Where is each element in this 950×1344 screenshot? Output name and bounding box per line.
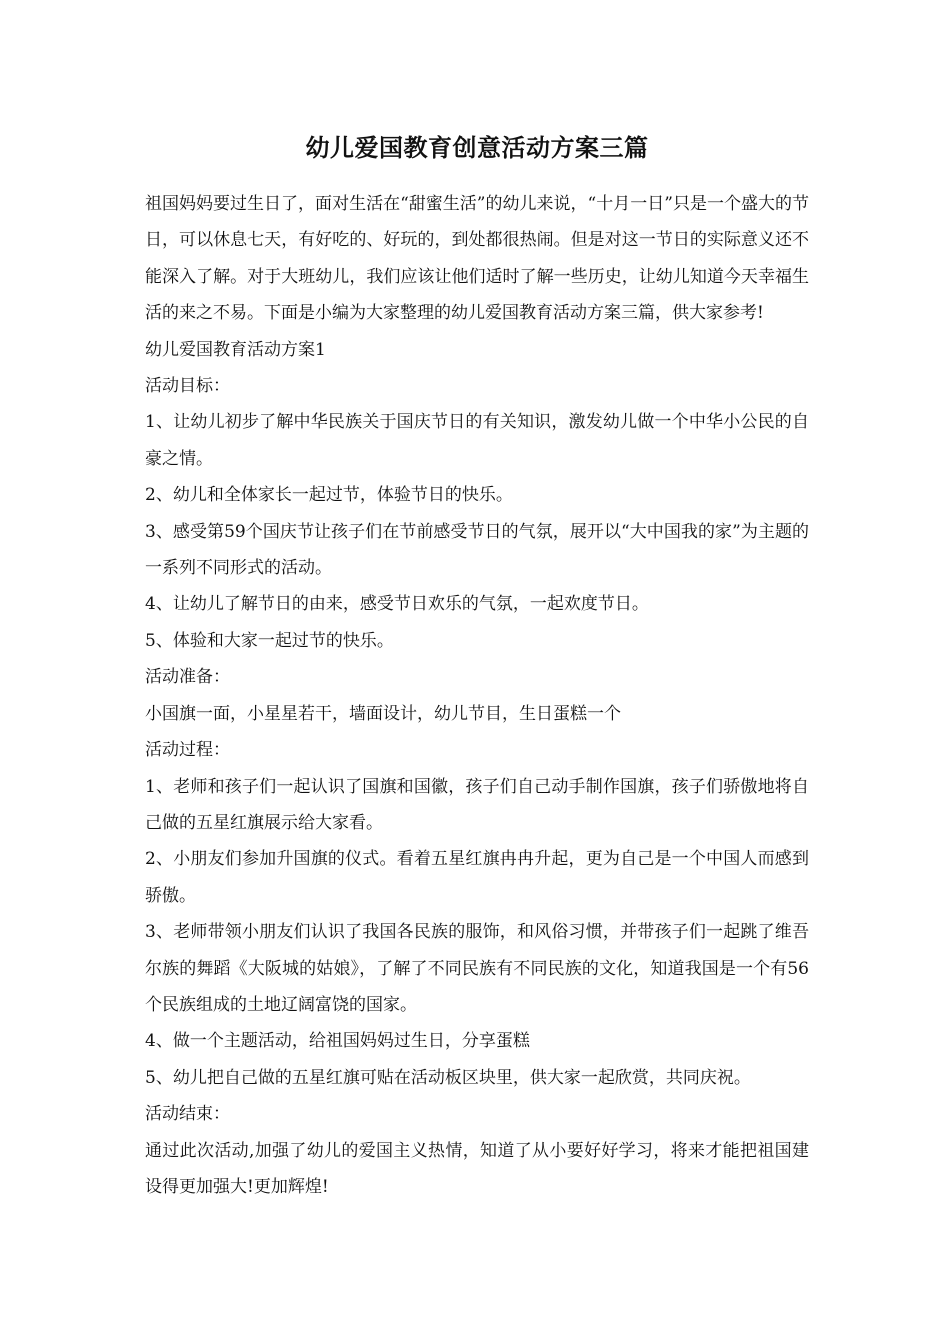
- goal-item: 3、感受第59个国庆节让孩子们在节前感受节日的气氛，展开以“大中国我的家”为主题的一系列不同形式的活动。: [145, 521, 809, 579]
- document-title: 幼儿爱国教育创意活动方案三篇: [305, 133, 649, 162]
- section-heading-preparation: 活动准备：: [145, 667, 230, 688]
- ending-paragraph: 通过此次活动,加强了幼儿的爱国主义热情，知道了从小要好好学习，将来才能把祖国建设得更加强大!更加辉煌!: [145, 1140, 809, 1197]
- process-item: 2、小朋友们参加升国旗的仪式。看着五星红旗冉冉升起，更为自己是一个中国人而感到骄傲。: [145, 849, 809, 906]
- process-item: 4、做一个主题活动，给祖国妈妈过生日，分享蛋糕: [145, 1031, 530, 1052]
- process-item: 3、老师带领小朋友们认识了我国各民族的服饰，和风俗习惯，并带孩子们一起跳了维吾尔族的舞蹈《大阪城的姑娘》，了解了不同民族有不同民族的文化，知道我国是一个有56个民族组成的土地辽阔富饶的国家。: [145, 922, 809, 1015]
- section-heading-process: 活动过程：: [145, 740, 230, 761]
- intro-paragraph: 祖国妈妈要过生日了，面对生活在“甜蜜生活”的幼儿来说，“十月一日”只是一个盛大的节日，可以休息七天，有好吃的、好玩的，到处都很热闹。但是对这一节日的实际意义还不能深入了解。对于大班幼儿，我们应该让他们适时了解一些历史，让幼儿知道今天幸福生活的来之不易。下面是小编为大家整理的幼儿爱国教育活动方案三篇，供大家参考!: [145, 194, 809, 324]
- process-item: 5、幼儿把自己做的五星红旗可贴在活动板区块里，供大家一起欣赏，共同庆祝。: [145, 1067, 751, 1088]
- goal-item: 2、幼儿和全体家长一起过节，体验节日的快乐。: [145, 485, 513, 506]
- plan-heading: 幼儿爱国教育活动方案1: [145, 339, 326, 360]
- goal-item: 5、体验和大家一起过节的快乐。: [145, 630, 394, 651]
- process-item: 1、老师和孩子们一起认识了国旗和国徽，孩子们自己动手制作国旗，孩子们骄傲地将自己做的五星红旗展示给大家看。: [145, 776, 809, 833]
- goal-item: 4、让幼儿了解节日的由来，感受节日欢乐的气氛，一起欢度节日。: [145, 594, 649, 615]
- preparation-text: 小国旗一面，小星星若干，墙面设计，幼儿节目，生日蛋糕一个: [145, 703, 621, 724]
- goal-item: 1、让幼儿初步了解中华民族关于国庆节日的有关知识，激发幼儿做一个中华小公民的自豪之情。: [145, 412, 809, 469]
- section-heading-ending: 活动结束：: [145, 1104, 230, 1125]
- document-page: [145, 128, 809, 1205]
- section-heading-goals: 活动目标：: [145, 376, 230, 397]
